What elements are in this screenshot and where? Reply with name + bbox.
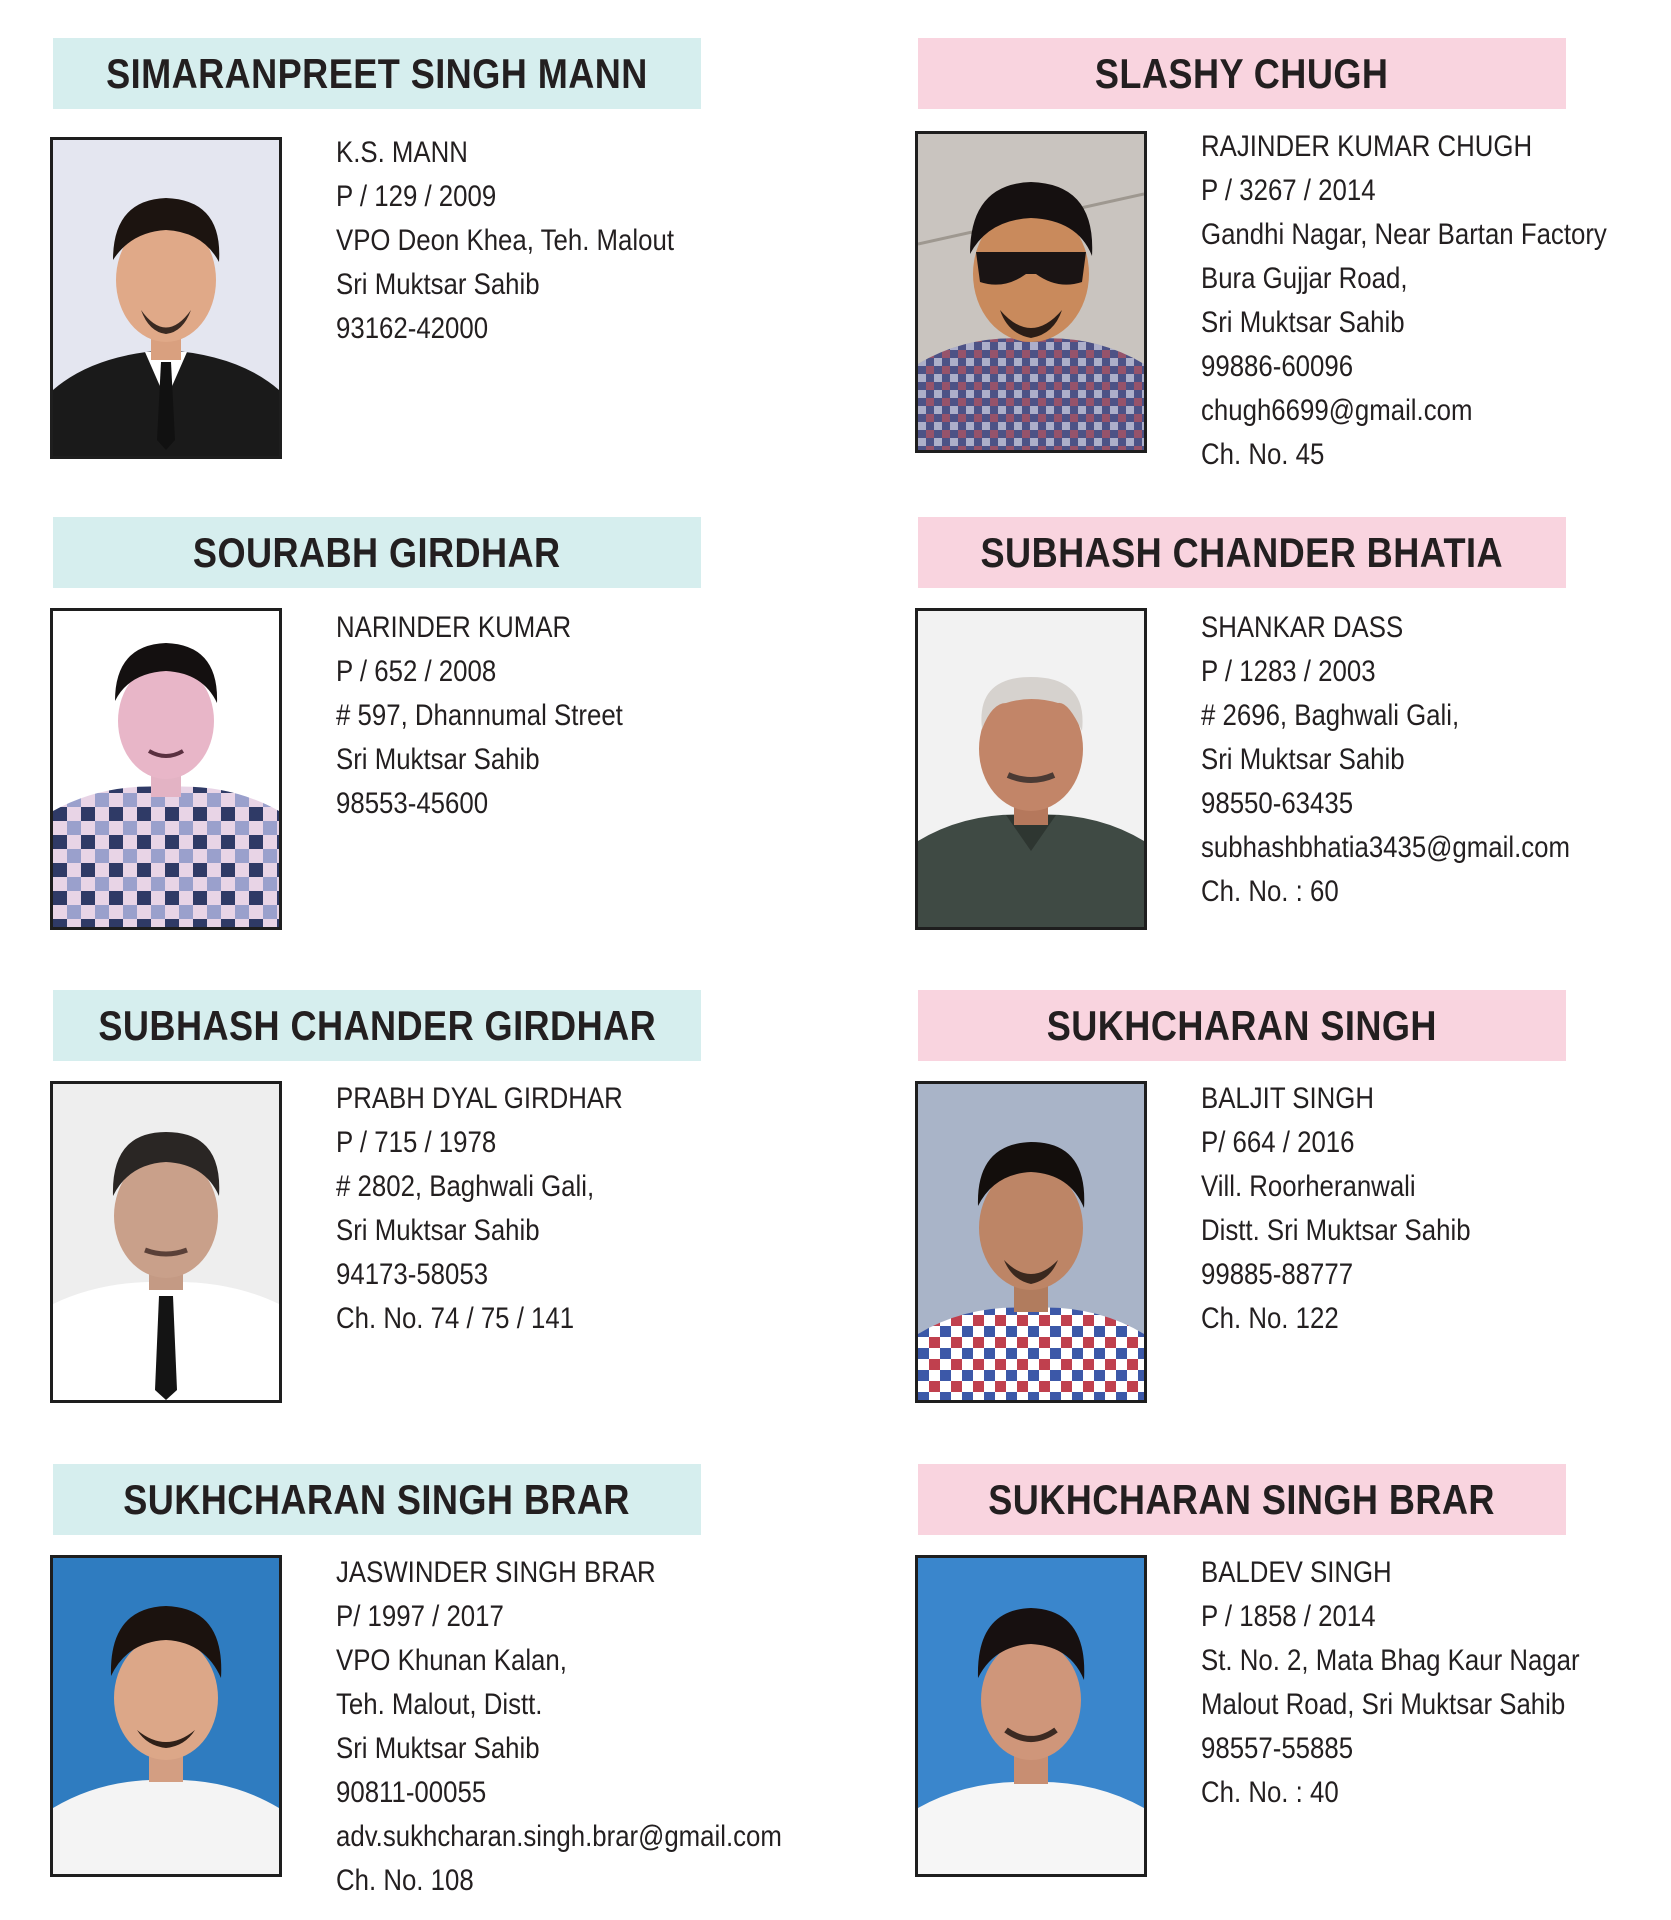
enrolment-number: P / 1858 / 2014: [1201, 1600, 1376, 1633]
member-card: [0, 479, 760, 949]
portrait-photo: [915, 608, 1147, 930]
enrolment-number: P/ 664 / 2016: [1201, 1126, 1355, 1159]
father-name: JASWINDER SINGH BRAR: [336, 1556, 656, 1589]
address-line: Malout Road, Sri Muktsar Sahib: [1201, 1688, 1566, 1721]
member-name-banner: [53, 990, 701, 1061]
enrolment-number: P / 1283 / 2003: [1201, 655, 1376, 688]
member-card: [865, 952, 1625, 1422]
member-name: SUKHCHARAN SINGH: [1046, 1001, 1438, 1049]
member-card: [0, 952, 760, 1422]
address-line: Sri Muktsar Sahib: [336, 1214, 540, 1247]
member-name: SUBHASH CHANDER GIRDHAR: [98, 1001, 656, 1049]
address-line: Bura Gujjar Road,: [1201, 262, 1408, 295]
portrait-photo: [50, 137, 282, 459]
address-line: Sri Muktsar Sahib: [336, 1732, 540, 1765]
enrolment-number: P/ 1997 / 2017: [336, 1600, 504, 1633]
member-name-banner: [53, 38, 701, 109]
address-line: St. No. 2, Mata Bhag Kaur Nagar: [1201, 1644, 1580, 1677]
member-name-banner: [918, 38, 1566, 109]
address-line: Sri Muktsar Sahib: [336, 743, 540, 776]
address-line: Vill. Roorheranwali: [1201, 1170, 1416, 1203]
phone-number: 99885-88777: [1201, 1258, 1354, 1291]
portrait-photo: [915, 131, 1147, 453]
member-details: [336, 1077, 669, 1341]
member-name-banner: [918, 990, 1566, 1061]
address-line: Sri Muktsar Sahib: [336, 268, 540, 301]
phone-number: 93162-42000: [336, 312, 489, 345]
member-details: [1201, 606, 1630, 914]
enrolment-number: P / 715 / 1978: [336, 1126, 497, 1159]
phone-number: 99886-60096: [1201, 350, 1354, 383]
email-address: chugh6699@gmail.com: [1201, 394, 1473, 427]
portrait-photo: [915, 1081, 1147, 1403]
enrolment-number: P / 129 / 2009: [336, 180, 497, 213]
portrait-photo: [915, 1555, 1147, 1877]
phone-number: 90811-00055: [336, 1776, 487, 1809]
address-line: # 597, Dhannumal Street: [336, 699, 623, 732]
father-name: PRABH DYAL GIRDHAR: [336, 1082, 623, 1115]
member-card: [865, 479, 1625, 949]
portrait-photo: [50, 1081, 282, 1403]
member-details: [1201, 1551, 1641, 1815]
portrait-photo: [50, 608, 282, 930]
member-name: SUBHASH CHANDER BHATIA: [980, 528, 1504, 576]
address-line: Sri Muktsar Sahib: [1201, 743, 1405, 776]
chamber-number: Ch. No. 74 / 75 / 141: [336, 1302, 575, 1335]
chamber-number: Ch. No. 45: [1201, 438, 1325, 471]
chamber-number: Ch. No. 122: [1201, 1302, 1339, 1335]
member-name-banner: [918, 517, 1566, 588]
address-line: Gandhi Nagar, Near Bartan Factory: [1201, 218, 1607, 251]
email-address: adv.sukhcharan.singh.brar@gmail.com: [336, 1820, 782, 1853]
member-name: SIMARANPREET SINGH MANN: [106, 49, 648, 97]
enrolment-number: P / 652 / 2008: [336, 655, 497, 688]
father-name: K.S. MANN: [336, 136, 468, 169]
address-line: VPO Khunan Kalan,: [336, 1644, 567, 1677]
member-card: [865, 0, 1625, 470]
member-details: [336, 131, 729, 351]
address-line: Distt. Sri Muktsar Sahib: [1201, 1214, 1471, 1247]
phone-number: 94173-58053: [336, 1258, 489, 1291]
address-line: # 2802, Baghwali Gali,: [336, 1170, 595, 1203]
chamber-number: Ch. No. 108: [336, 1864, 474, 1897]
father-name: BALJIT SINGH: [1201, 1082, 1375, 1115]
member-name: SLASHY CHUGH: [1095, 49, 1389, 97]
address-line: # 2696, Baghwali Gali,: [1201, 699, 1460, 732]
father-name: NARINDER KUMAR: [336, 611, 572, 644]
address-line: VPO Deon Khea, Teh. Malout: [336, 224, 675, 257]
phone-number: 98550-63435: [1201, 787, 1354, 820]
member-details: [336, 606, 670, 826]
member-name-banner: [918, 1464, 1566, 1535]
member-card: [0, 1426, 782, 1897]
father-name: SHANKAR DASS: [1201, 611, 1404, 644]
member-details: [1201, 1077, 1514, 1341]
phone-number: 98553-45600: [336, 787, 489, 820]
member-card: [0, 0, 760, 470]
member-name: SOURABH GIRDHAR: [193, 528, 561, 576]
member-name-banner: [53, 517, 701, 588]
member-details: [1201, 125, 1671, 477]
member-name: SUKHCHARAN SINGH BRAR: [988, 1475, 1496, 1523]
address-line: Teh. Malout, Distt.: [336, 1688, 543, 1721]
chamber-number: Ch. No. : 40: [1201, 1776, 1339, 1809]
member-details: [336, 1551, 854, 1903]
father-name: RAJINDER KUMAR CHUGH: [1201, 130, 1533, 163]
father-name: BALDEV SINGH: [1201, 1556, 1392, 1589]
enrolment-number: P / 3267 / 2014: [1201, 174, 1376, 207]
portrait-photo: [50, 1555, 282, 1877]
member-card: [865, 1426, 1625, 1896]
member-name: SUKHCHARAN SINGH BRAR: [123, 1475, 631, 1523]
chamber-number: Ch. No. : 60: [1201, 875, 1339, 908]
phone-number: 98557-55885: [1201, 1732, 1354, 1765]
email-address: subhashbhatia3435@gmail.com: [1201, 831, 1570, 864]
member-name-banner: [53, 1464, 701, 1535]
address-line: Sri Muktsar Sahib: [1201, 306, 1405, 339]
